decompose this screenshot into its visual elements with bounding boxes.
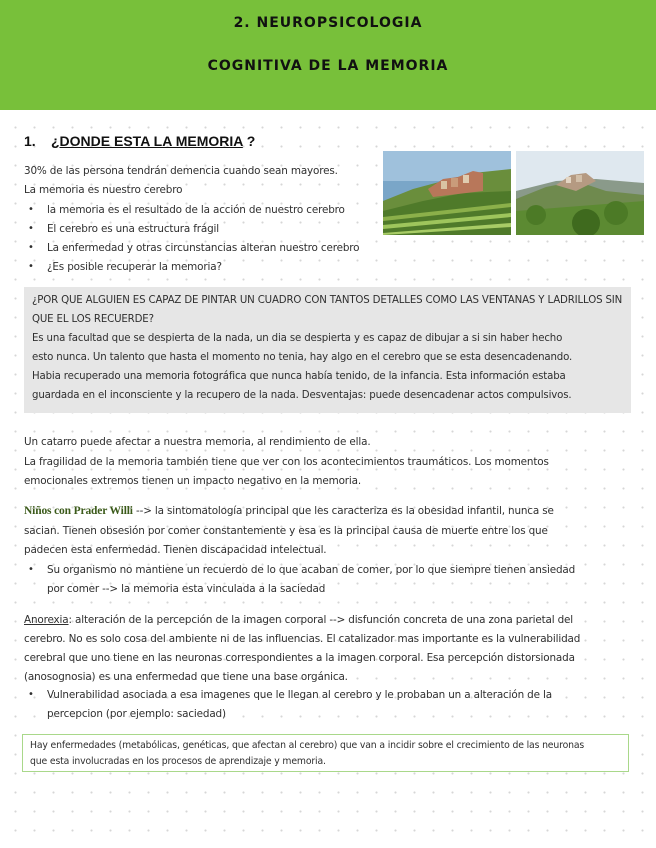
body-line: (anosognosia) es una enfermedad que tiene una base orgánica. [24,671,348,683]
section-number: 1. [24,133,36,149]
note-line: que esta involucradas en los procesos de aprendizaje y memoria. [30,756,326,767]
bullet-dot: • [28,564,34,575]
body-line: Un catarro puede afectar a nuestra memoria, al rendimiento de ella. [24,436,371,448]
bullet-item: El cerebro es una estructura frágil [47,223,220,235]
intro-line: La memoria es nuestro cerebro [24,184,183,196]
landscape-image [383,151,511,235]
bullet-dot: • [28,242,34,253]
bullet-item-continued: percepcion (por ejemplo: saciedad) [47,708,226,720]
body-line: cerebral que uno tiene en las neuronas correspondientes a la imagen corporal. Esa percepción distorsionada [24,652,575,664]
bullet-item-continued: por comer --> la memoria esta vinculada a la saciedad [47,583,326,595]
body-line: La fragilidad de la memoria también tiene que ver con los acontecimientos traumáticos. Los momentos [24,456,549,468]
anorexia-term: Anorexia [24,614,69,626]
bullet-item: ¿Es posible recuperar la memoria? [47,261,222,273]
section-title [51,133,255,149]
page-title-line2: COGNITIVA DE LA MEMORIA [207,58,449,74]
highlight-line: QUE EL LOS RECUERDE? [32,314,154,325]
bullet-item: la memoria es el resultado de la acción de nuestro cerebro [47,204,345,216]
section-title-text: ¿DONDE ESTA LA MEMORIA [51,133,243,149]
header-banner [0,0,656,110]
page-title-line1: 2. NEUROPSICOLOGIA [233,15,423,31]
body-line: sacian. Tienen obsesión por comer constantemente y esa es la principal causa de muerte entre los que [24,525,548,537]
bullet-dot: • [28,223,34,234]
note-line: Hay enfermedades (metabólicas, genéticas, que afectan al cerebro) que van a incidir sobre el crecimiento de las neuronas [30,740,585,751]
prader-term: Niños con Prader Willi [24,505,133,517]
body-line: padecen esta enfermedad. Tienen discapacidad intelectual. [24,544,327,556]
highlight-line: Habia recuperado una memoria fotográfica que nunca había tenido, de la infancia. Esta información estaba [32,371,566,382]
photo-hill-village [516,151,644,235]
photo-village-terraces [383,151,511,235]
bullet-dot: • [28,689,34,700]
highlight-line: ¿POR QUE ALGUIEN ES CAPAZ DE PINTAR UN CUADRO CON TANTOS DETALLES COMO LAS VENTANAS Y LADRILLOS SIN [32,295,623,306]
bullet-item: La enfermedad y otras circunstancias alteran nuestro cerebro [47,242,360,254]
anorexia-line-rest: : alteración de la percepción de la imagen corporal --> disfunción concreta de una zona parietal del [68,614,574,626]
bullet-dot: • [28,204,34,215]
landscape-image [516,151,644,235]
prader-first-line [24,505,554,517]
highlight-line: esto nunca. Un talento que hasta el momento no tenia, hay algo en el cerebro que se esta desencadenando. [32,352,573,363]
body-line: emocionales extremos tienen un impacto negativo en la memoria. [24,475,362,487]
highlight-line: Es una facultad que se despierta de la nada, un dia se despierta y es capaz de dibujar a si sin haber hecho [32,333,563,344]
anorexia-first-line [24,614,573,626]
bullet-dot: • [28,261,34,272]
bullet-item: Su organismo no mantiene un recuerdo de lo que acaban de comer, por lo que siempre tienen ansiedad [47,564,576,576]
prader-line-rest: --> la sintomatología principal que les caracteriza es la obesidad infantil, nunca se [132,505,554,517]
bullet-item: Vulnerabilidad asociada a esa imagenes que le llegan al cerebro y le probaban un a alteración de la [47,689,552,701]
highlight-line: guardada en el inconsciente y la recupero de la nada. Desventajas: puede desencadenar actos compulsivos. [32,390,572,401]
section-title-suffix: ? [242,133,256,149]
body-line: cerebro. No es solo cosa del ambiente ni de las influencias. El catalizador mas importante es la vulnerabilidad [24,633,581,645]
intro-line: 30% de las persona tendrán demencia cuando sean mayores. [24,165,338,177]
